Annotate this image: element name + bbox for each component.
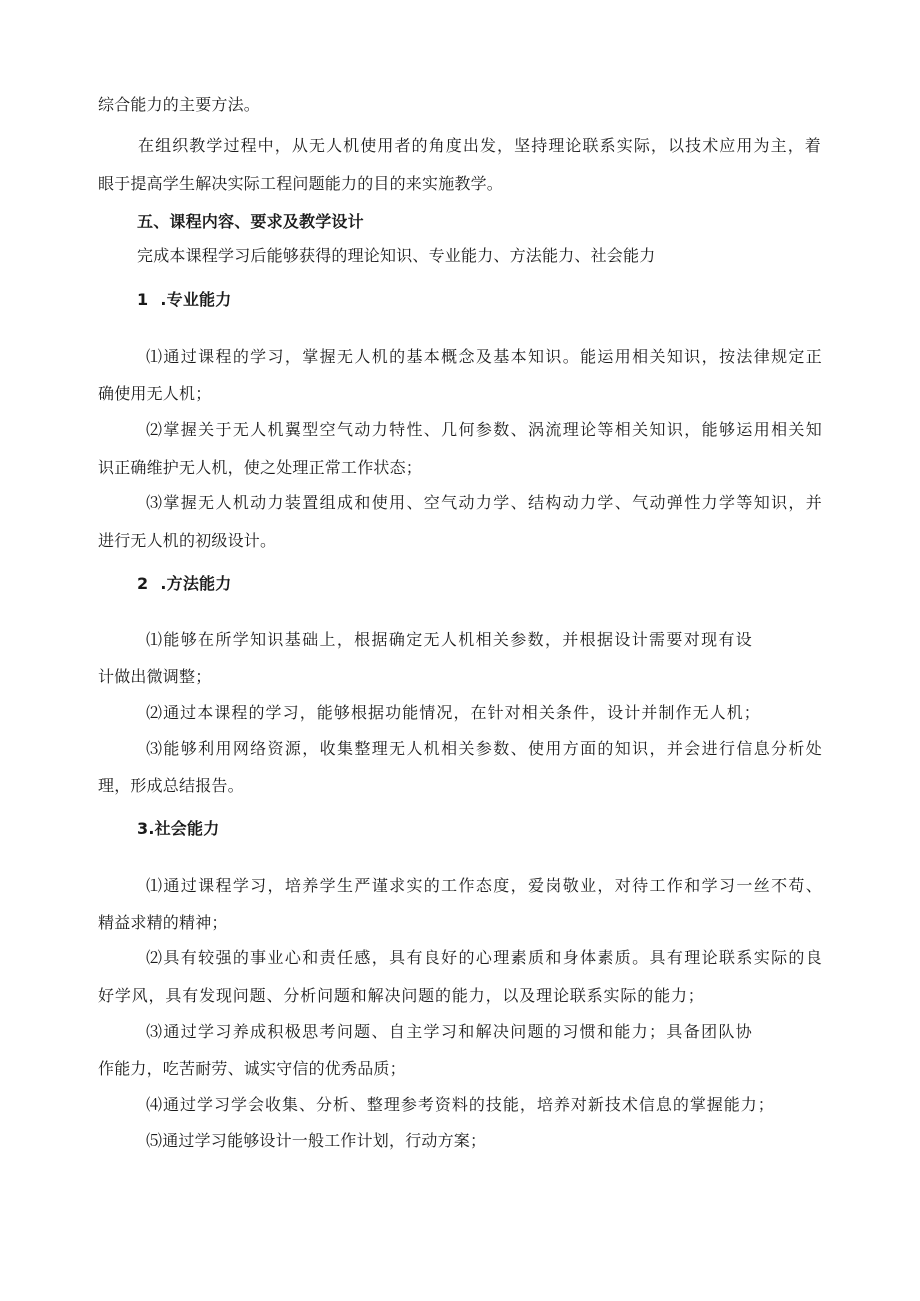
social-item1-line2: 精益求精的精神； [98, 913, 228, 932]
method-item2-line1: ⑵通过本课程的学习，能够根据功能情况，在针对相关条件，设计并制作无人机； [146, 703, 760, 722]
professional-item2-line1: ⑵掌握关于无人机翼型空气动力特性、几何参数、涡流理论等相关知识，能够运用相关知 [146, 420, 822, 439]
professional-title: .专业能力 [160, 290, 232, 309]
professional-item1-line1: ⑴通过课程的学习，掌握无人机的基本概念及基本知识。能运用相关知识，按法律规定正 [146, 347, 822, 366]
method-item1-line2: 计做出微调整； [98, 667, 212, 686]
social-heading: 3.社会能力 [137, 819, 220, 838]
social-item2-line2: 好学风，具有发现问题、分析问题和解决问题的能力，以及理论联系实际的能力； [98, 986, 704, 1005]
teaching-para-line1: 在组织教学过程中，从无人机使用者的角度出发，坚持理论联系实际，以技术应用为主，着 [138, 136, 821, 155]
professional-item1-line2: 确使用无人机； [98, 384, 212, 403]
professional-heading [137, 289, 231, 311]
social-item4-line1: ⑷通过学习学会收集、分析、整理参考资料的技能，培养对新技术信息的掌握能力； [146, 1095, 774, 1114]
method-item1-line1: ⑴能够在所学知识基础上，根据确定无人机相关参数，并根据设计需要对现有设 [146, 630, 752, 649]
teaching-para-line2: 眼于提高学生解决实际工程问题能力的目的来实施教学。 [98, 174, 504, 193]
intro-line: 综合能力的主要方法。 [98, 95, 261, 114]
method-item3-line1: ⑶能够利用网络资源，收集整理无人机相关参数、使用方面的知识，并会进行信息分析处 [146, 739, 822, 758]
section5-intro: 完成本课程学习后能够获得的理论知识、专业能力、方法能力、社会能力 [137, 246, 656, 265]
section5-heading: 五、课程内容、要求及教学设计 [137, 212, 364, 231]
method-title: .方法能力 [160, 574, 232, 593]
social-item1-line1: ⑴通过课程学习，培养学生严谨求实的工作态度，爱岗敬业，对待工作和学习一丝不苟、 [146, 876, 822, 895]
social-item5-line1: ⑸通过学习能够设计一般工作计划，行动方案； [146, 1131, 487, 1150]
social-item3-line1: ⑶通过学习养成积极思考问题、自主学习和解决问题的习惯和能力；具备团队协 [146, 1022, 752, 1041]
social-item3-line2: 作能力，吃苦耐劳、诚实守信的优秀品质； [98, 1059, 406, 1078]
method-heading [137, 573, 231, 595]
professional-item3-line1: ⑶掌握无人机动力装置组成和使用、空气动力学、结构动力学、气动弹性力学等知识，并 [146, 493, 822, 512]
social-item2-line1: ⑵具有较强的事业心和责任感，具有良好的心理素质和身体素质。具有理论联系实际的良 [146, 948, 822, 967]
professional-item3-line2: 进行无人机的初级设计。 [98, 531, 277, 550]
method-item3-line2: 理，形成总结报告。 [98, 776, 244, 795]
professional-number: 1 [137, 290, 149, 309]
professional-item2-line2: 识正确维护无人机，使之处理正常工作状态； [98, 458, 423, 477]
method-number: 2 [137, 574, 149, 593]
